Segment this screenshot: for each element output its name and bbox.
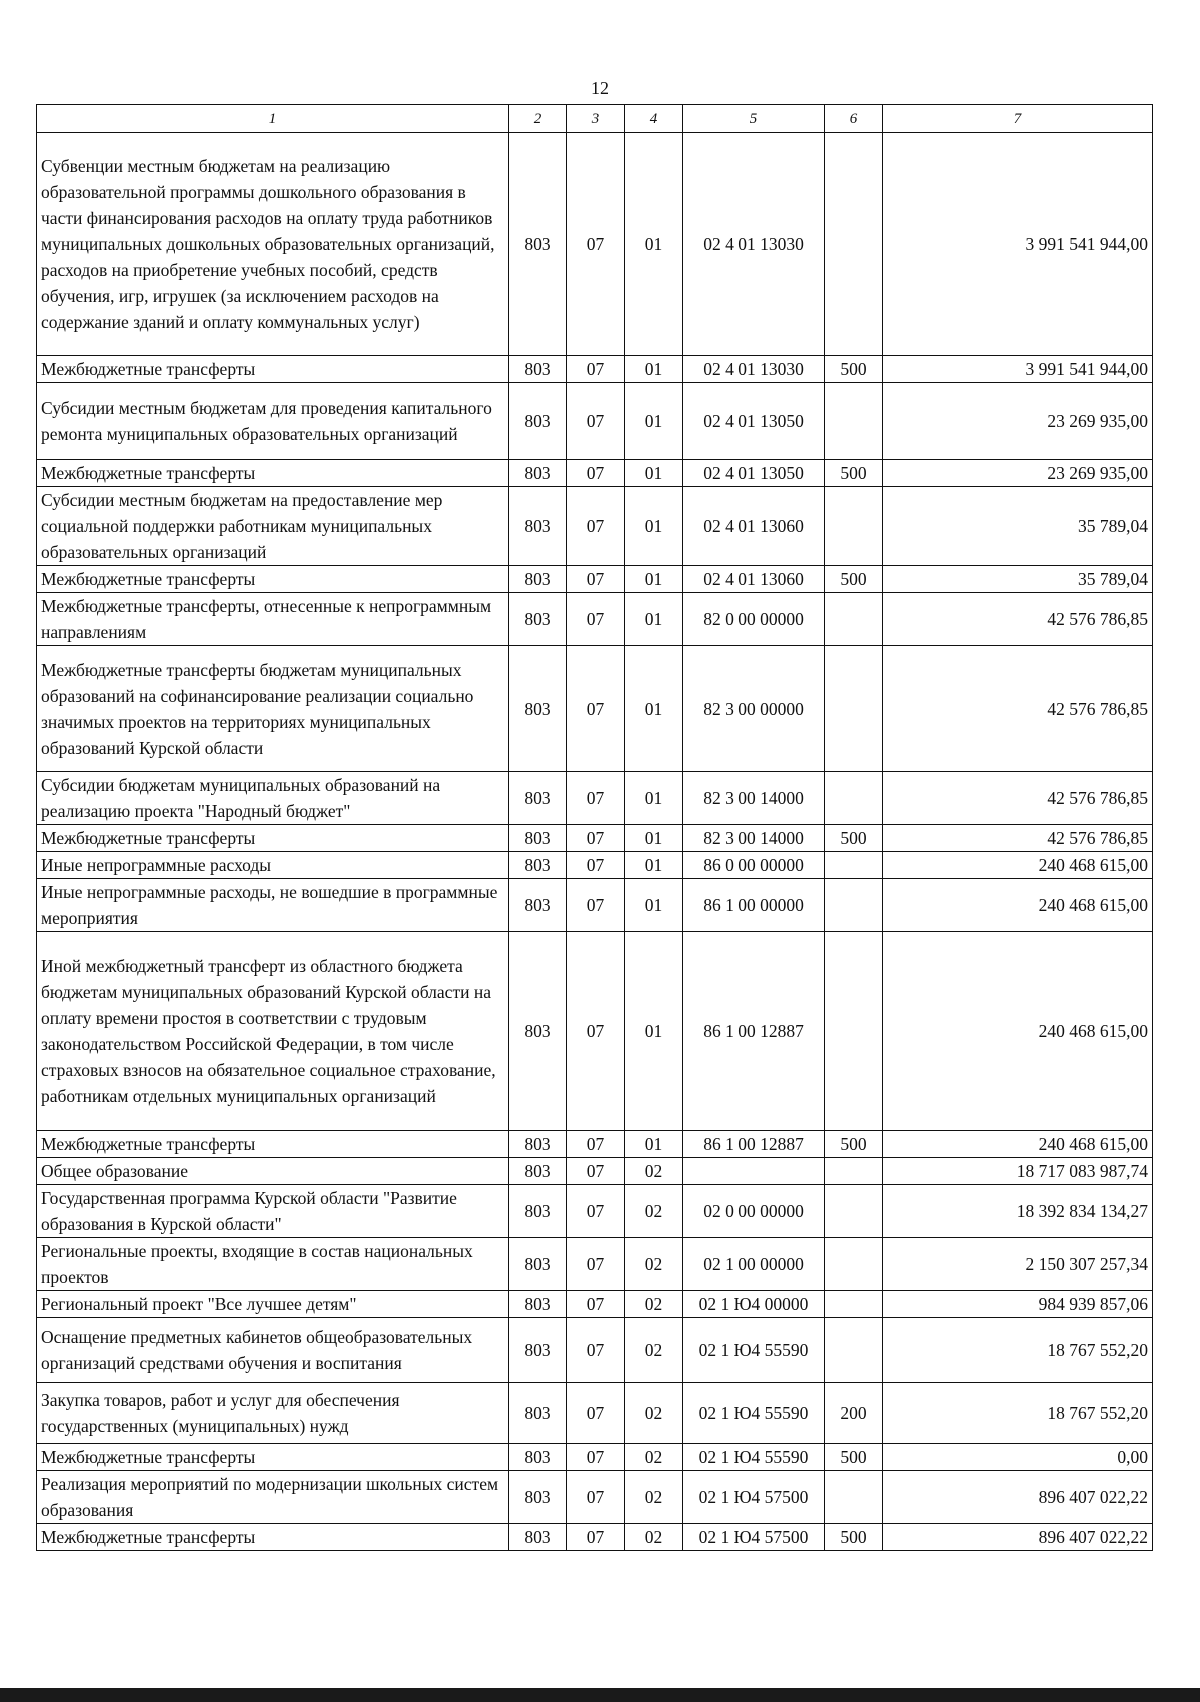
row-description: Межбюджетные трансферты: [37, 566, 509, 593]
row-expense-type: [825, 1471, 883, 1524]
row-expense-type: [825, 1238, 883, 1291]
row-amount: 3 991 541 944,00: [883, 133, 1153, 356]
row-target-article: 02 4 01 13060: [683, 566, 825, 593]
row-section: 07: [567, 460, 625, 487]
row-amount: 240 468 615,00: [883, 1131, 1153, 1158]
row-amount: 18 717 083 987,74: [883, 1158, 1153, 1185]
row-description: Субсидии бюджетам муниципальных образований на реализацию проекта "Народный бюджет": [37, 772, 509, 825]
row-subsection: 01: [625, 460, 683, 487]
row-section: 07: [567, 1444, 625, 1471]
row-admin-code: 803: [509, 383, 567, 460]
row-amount: 0,00: [883, 1444, 1153, 1471]
row-amount: 42 576 786,85: [883, 646, 1153, 772]
column-number: 1: [37, 105, 509, 133]
row-description: Иные непрограммные расходы: [37, 852, 509, 879]
row-subsection: 01: [625, 133, 683, 356]
row-admin-code: 803: [509, 879, 567, 932]
table-row: [37, 566, 1153, 593]
row-section: 07: [567, 1131, 625, 1158]
row-expense-type: [825, 772, 883, 825]
row-amount: 240 468 615,00: [883, 852, 1153, 879]
column-number: 4: [625, 105, 683, 133]
row-subsection: 01: [625, 646, 683, 772]
row-target-article: 02 1 Ю4 00000: [683, 1291, 825, 1318]
row-section: 07: [567, 1471, 625, 1524]
row-target-article: 02 1 Ю4 55590: [683, 1383, 825, 1444]
row-expense-type: [825, 133, 883, 356]
row-target-article: 02 1 Ю4 57500: [683, 1524, 825, 1551]
row-target-article: 86 1 00 00000: [683, 879, 825, 932]
row-description: Межбюджетные трансферты: [37, 460, 509, 487]
row-amount: 18 767 552,20: [883, 1383, 1153, 1444]
table-row: [37, 593, 1153, 646]
row-target-article: 02 4 01 13060: [683, 487, 825, 566]
row-description: Межбюджетные трансферты бюджетам муниципальных образований на софинансирование реализации социально значимых проектов на территориях муниципальных образований Курской области: [37, 646, 509, 772]
row-expense-type: [825, 646, 883, 772]
row-amount: 18 767 552,20: [883, 1318, 1153, 1383]
row-amount: 35 789,04: [883, 487, 1153, 566]
table-row: [37, 1383, 1153, 1444]
row-subsection: 02: [625, 1444, 683, 1471]
row-target-article: 86 0 00 00000: [683, 852, 825, 879]
row-target-article: 02 1 Ю4 55590: [683, 1318, 825, 1383]
row-expense-type: 500: [825, 1524, 883, 1551]
table-row: [37, 879, 1153, 932]
table-row: [37, 487, 1153, 566]
row-section: 07: [567, 487, 625, 566]
row-subsection: 01: [625, 566, 683, 593]
column-number: 3: [567, 105, 625, 133]
row-target-article: 82 0 00 00000: [683, 593, 825, 646]
row-section: 07: [567, 646, 625, 772]
row-description: Оснащение предметных кабинетов общеобразовательных организаций средствами обучения и воспитания: [37, 1318, 509, 1383]
row-target-article: 02 4 01 13050: [683, 383, 825, 460]
row-subsection: 02: [625, 1158, 683, 1185]
row-subsection: 01: [625, 356, 683, 383]
row-description: Иные непрограммные расходы, не вошедшие в программные мероприятия: [37, 879, 509, 932]
row-target-article: 02 0 00 00000: [683, 1185, 825, 1238]
row-expense-type: 500: [825, 566, 883, 593]
row-expense-type: 500: [825, 825, 883, 852]
row-admin-code: 803: [509, 1524, 567, 1551]
row-section: 07: [567, 1291, 625, 1318]
row-expense-type: [825, 1291, 883, 1318]
row-subsection: 01: [625, 772, 683, 825]
row-expense-type: [825, 593, 883, 646]
column-number: 6: [825, 105, 883, 133]
row-subsection: 01: [625, 932, 683, 1131]
row-target-article: 86 1 00 12887: [683, 1131, 825, 1158]
row-amount: 3 991 541 944,00: [883, 356, 1153, 383]
row-admin-code: 803: [509, 825, 567, 852]
row-amount: 23 269 935,00: [883, 383, 1153, 460]
row-expense-type: [825, 1318, 883, 1383]
row-expense-type: 500: [825, 460, 883, 487]
table-row: [37, 852, 1153, 879]
table-row: [37, 1238, 1153, 1291]
table-row: [37, 1444, 1153, 1471]
row-amount: 18 392 834 134,27: [883, 1185, 1153, 1238]
row-description: Субвенции местным бюджетам на реализацию образовательной программы дошкольного образования в части финансирования расходов на оплату труда работников муниципальных дошкольных образовательных организаций, расходов на приобретение учебных пособий, средств обучения, игр, игрушек (за исключением расходов на содержание зданий и оплату коммунальных услуг): [37, 133, 509, 356]
row-section: 07: [567, 593, 625, 646]
table-row: [37, 932, 1153, 1131]
row-subsection: 02: [625, 1383, 683, 1444]
row-section: 07: [567, 133, 625, 356]
row-description: Закупка товаров, работ и услуг для обеспечения государственных (муниципальных) нужд: [37, 1383, 509, 1444]
row-target-article: 02 4 01 13030: [683, 356, 825, 383]
row-admin-code: 803: [509, 932, 567, 1131]
row-amount: 35 789,04: [883, 566, 1153, 593]
table-row: [37, 1158, 1153, 1185]
row-description: Субсидии местным бюджетам на предоставление мер социальной поддержки работникам муниципальных образовательных организаций: [37, 487, 509, 566]
row-description: Межбюджетные трансферты, отнесенные к непрограммным направлениям: [37, 593, 509, 646]
row-admin-code: 803: [509, 460, 567, 487]
row-section: 07: [567, 879, 625, 932]
row-admin-code: 803: [509, 1238, 567, 1291]
row-admin-code: 803: [509, 1291, 567, 1318]
row-section: 07: [567, 1524, 625, 1551]
table-row: [37, 1318, 1153, 1383]
table-row: [37, 1131, 1153, 1158]
row-expense-type: [825, 879, 883, 932]
table-row: [37, 460, 1153, 487]
table-row: [37, 646, 1153, 772]
table-row: [37, 356, 1153, 383]
row-amount: 2 150 307 257,34: [883, 1238, 1153, 1291]
table-row: [37, 1291, 1153, 1318]
row-target-article: 86 1 00 12887: [683, 932, 825, 1131]
row-admin-code: 803: [509, 1318, 567, 1383]
table-row: [37, 1185, 1153, 1238]
row-admin-code: 803: [509, 1471, 567, 1524]
row-target-article: 02 1 Ю4 57500: [683, 1471, 825, 1524]
row-description: Государственная программа Курской области "Развитие образования в Курской области": [37, 1185, 509, 1238]
row-subsection: 01: [625, 825, 683, 852]
table-row: [37, 772, 1153, 825]
page-number: 12: [591, 78, 609, 98]
row-target-article: 02 4 01 13030: [683, 133, 825, 356]
row-description: Межбюджетные трансферты: [37, 1131, 509, 1158]
row-amount: 896 407 022,22: [883, 1471, 1153, 1524]
row-admin-code: 803: [509, 133, 567, 356]
row-admin-code: 803: [509, 1185, 567, 1238]
row-expense-type: 500: [825, 356, 883, 383]
row-admin-code: 803: [509, 487, 567, 566]
row-amount: 42 576 786,85: [883, 593, 1153, 646]
table-body: [37, 105, 1153, 1551]
row-description: Межбюджетные трансферты: [37, 1524, 509, 1551]
row-description: Общее образование: [37, 1158, 509, 1185]
row-expense-type: [825, 383, 883, 460]
row-subsection: 02: [625, 1291, 683, 1318]
row-admin-code: 803: [509, 566, 567, 593]
row-admin-code: 803: [509, 772, 567, 825]
row-section: 07: [567, 825, 625, 852]
row-expense-type: 500: [825, 1131, 883, 1158]
row-subsection: 01: [625, 879, 683, 932]
budget-table: [36, 104, 1153, 1551]
row-admin-code: 803: [509, 1158, 567, 1185]
row-amount: 42 576 786,85: [883, 825, 1153, 852]
row-section: 07: [567, 772, 625, 825]
row-target-article: 02 4 01 13050: [683, 460, 825, 487]
row-section: 07: [567, 566, 625, 593]
row-subsection: 01: [625, 852, 683, 879]
column-number: 7: [883, 105, 1153, 133]
row-amount: 984 939 857,06: [883, 1291, 1153, 1318]
row-description: Межбюджетные трансферты: [37, 825, 509, 852]
table-row: [37, 1524, 1153, 1551]
row-subsection: 02: [625, 1471, 683, 1524]
row-target-article: [683, 1158, 825, 1185]
row-admin-code: 803: [509, 852, 567, 879]
table-row: [37, 133, 1153, 356]
row-target-article: 82 3 00 00000: [683, 646, 825, 772]
row-amount: 42 576 786,85: [883, 772, 1153, 825]
row-section: 07: [567, 1383, 625, 1444]
row-expense-type: [825, 852, 883, 879]
table-row: [37, 1471, 1153, 1524]
row-expense-type: 500: [825, 1444, 883, 1471]
row-description: Субсидии местным бюджетам для проведения капитального ремонта муниципальных образовательных организаций: [37, 383, 509, 460]
row-subsection: 01: [625, 1131, 683, 1158]
column-number-row: [37, 105, 1153, 133]
row-section: 07: [567, 356, 625, 383]
row-subsection: 01: [625, 383, 683, 460]
row-admin-code: 803: [509, 593, 567, 646]
row-section: 07: [567, 1238, 625, 1291]
row-target-article: 02 1 Ю4 55590: [683, 1444, 825, 1471]
row-admin-code: 803: [509, 1444, 567, 1471]
row-description: Иной межбюджетный трансферт из областного бюджета бюджетам муниципальных образований Курской области на оплату времени простоя в соответствии с трудовым законодательством Российской Федерации, в том числе страховых взносов на обязательное социальное страхование, работникам отдельных муниципальных организаций: [37, 932, 509, 1131]
column-number: 5: [683, 105, 825, 133]
row-section: 07: [567, 1318, 625, 1383]
scan-bottom-edge: [0, 1688, 1200, 1702]
row-target-article: 82 3 00 14000: [683, 825, 825, 852]
row-expense-type: [825, 932, 883, 1131]
row-admin-code: 803: [509, 646, 567, 772]
row-subsection: 02: [625, 1238, 683, 1291]
row-expense-type: [825, 487, 883, 566]
row-description: Реализация мероприятий по модернизации школьных систем образования: [37, 1471, 509, 1524]
row-subsection: 02: [625, 1318, 683, 1383]
row-admin-code: 803: [509, 1383, 567, 1444]
row-admin-code: 803: [509, 356, 567, 383]
row-admin-code: 803: [509, 1131, 567, 1158]
row-subsection: 02: [625, 1185, 683, 1238]
row-section: 07: [567, 383, 625, 460]
row-expense-type: 200: [825, 1383, 883, 1444]
row-subsection: 02: [625, 1524, 683, 1551]
row-section: 07: [567, 852, 625, 879]
row-amount: 240 468 615,00: [883, 879, 1153, 932]
row-description: Региональный проект "Все лучшее детям": [37, 1291, 509, 1318]
table-row: [37, 383, 1153, 460]
row-expense-type: [825, 1158, 883, 1185]
row-subsection: 01: [625, 593, 683, 646]
row-description: Межбюджетные трансферты: [37, 1444, 509, 1471]
row-subsection: 01: [625, 487, 683, 566]
row-target-article: 82 3 00 14000: [683, 772, 825, 825]
table-row: [37, 825, 1153, 852]
row-target-article: 02 1 00 00000: [683, 1238, 825, 1291]
row-section: 07: [567, 1158, 625, 1185]
row-amount: 240 468 615,00: [883, 932, 1153, 1131]
row-amount: 896 407 022,22: [883, 1524, 1153, 1551]
row-description: Региональные проекты, входящие в состав национальных проектов: [37, 1238, 509, 1291]
row-section: 07: [567, 932, 625, 1131]
row-expense-type: [825, 1185, 883, 1238]
column-number: 2: [509, 105, 567, 133]
row-amount: 23 269 935,00: [883, 460, 1153, 487]
row-description: Межбюджетные трансферты: [37, 356, 509, 383]
row-section: 07: [567, 1185, 625, 1238]
